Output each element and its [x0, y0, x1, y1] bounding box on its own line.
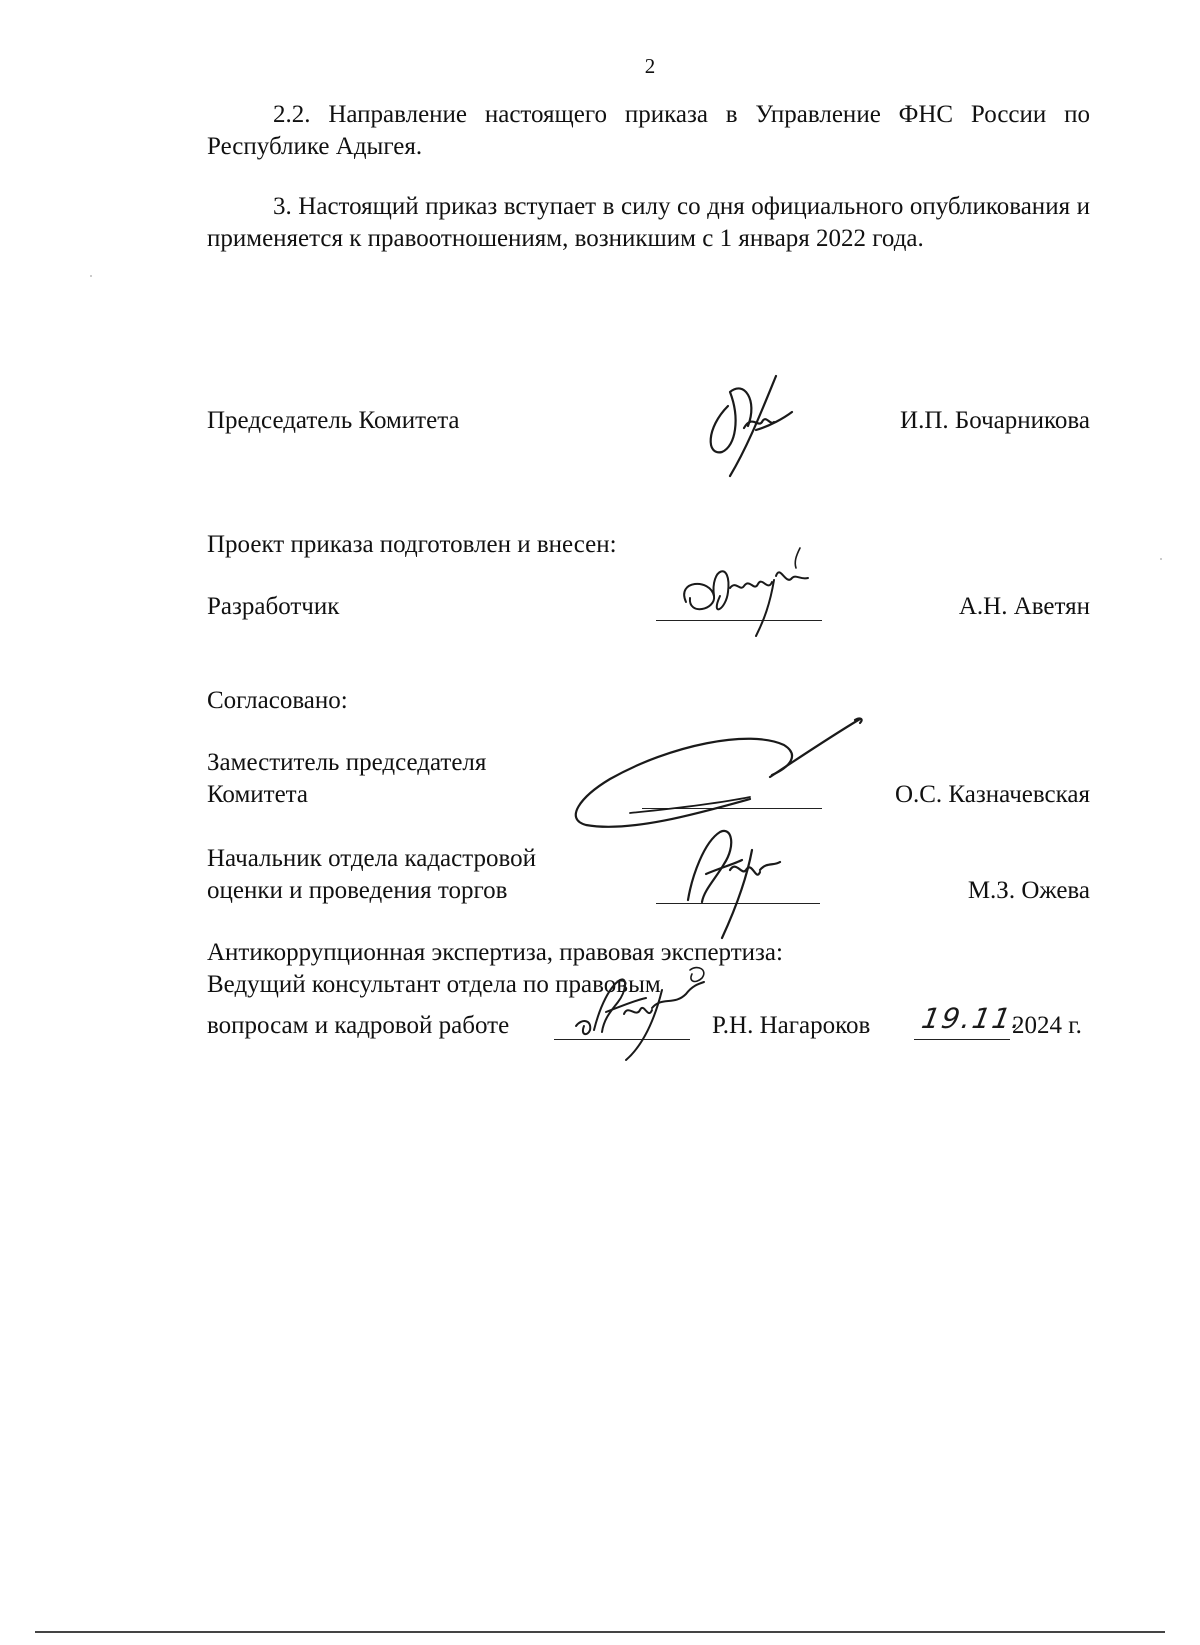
- expertise-line2: Ведущий консультант отдела по правовым: [207, 971, 661, 998]
- paragraph-2-2: 2.2. Направление настоящего приказа в Управление ФНС России по Республике Адыгея.: [207, 101, 1090, 160]
- developer-role: Разработчик: [207, 593, 340, 620]
- approved-heading: Согласовано:: [207, 687, 348, 714]
- deputy-title-line2: Комитета: [207, 781, 309, 808]
- chairman-signature: [700, 370, 800, 480]
- head-title-line1: Начальник отдела кадастровой: [207, 845, 536, 872]
- expertise-line3: вопросам и кадровой работе: [207, 1012, 510, 1039]
- deputy-name: О.С. Казначевская: [894, 781, 1090, 808]
- bottom-scan-edge: [35, 1631, 1165, 1633]
- scan-speck: [1160, 558, 1162, 560]
- project-heading: Проект приказа подготовлен и внесен:: [207, 531, 617, 558]
- expertise-name: Р.Н. Нагароков: [712, 1012, 871, 1039]
- developer-name: А.Н. Аветян: [958, 593, 1090, 620]
- date-year: 2024 г.: [1012, 1012, 1082, 1039]
- expertise-signature: [566, 960, 716, 1070]
- handwritten-date: 19.11.: [919, 1002, 1026, 1035]
- head-title-line2: оценки и проведения торгов: [207, 877, 508, 904]
- developer-signature: [680, 540, 820, 640]
- chairman-name: И.П. Бочарникова: [900, 407, 1090, 434]
- date-line: [914, 1039, 1010, 1040]
- deputy-title-line1: Заместитель председателя: [207, 749, 487, 776]
- page-number: 2: [644, 54, 656, 78]
- deputy-signature: [570, 715, 870, 835]
- chairman-title: Председатель Комитета: [207, 407, 460, 434]
- expertise-heading: Антикоррупционная экспертиза, правовая экспертиза:: [207, 939, 783, 966]
- head-signature: [676, 820, 786, 940]
- head-name: М.З. Ожева: [967, 877, 1090, 904]
- scan-speck: [90, 275, 92, 277]
- paragraph-3: 3. Настоящий приказ вступает в силу со дня официального опубликования и применяется к правоотношениям, возникшим с 1 января 2022 года.: [207, 193, 1090, 252]
